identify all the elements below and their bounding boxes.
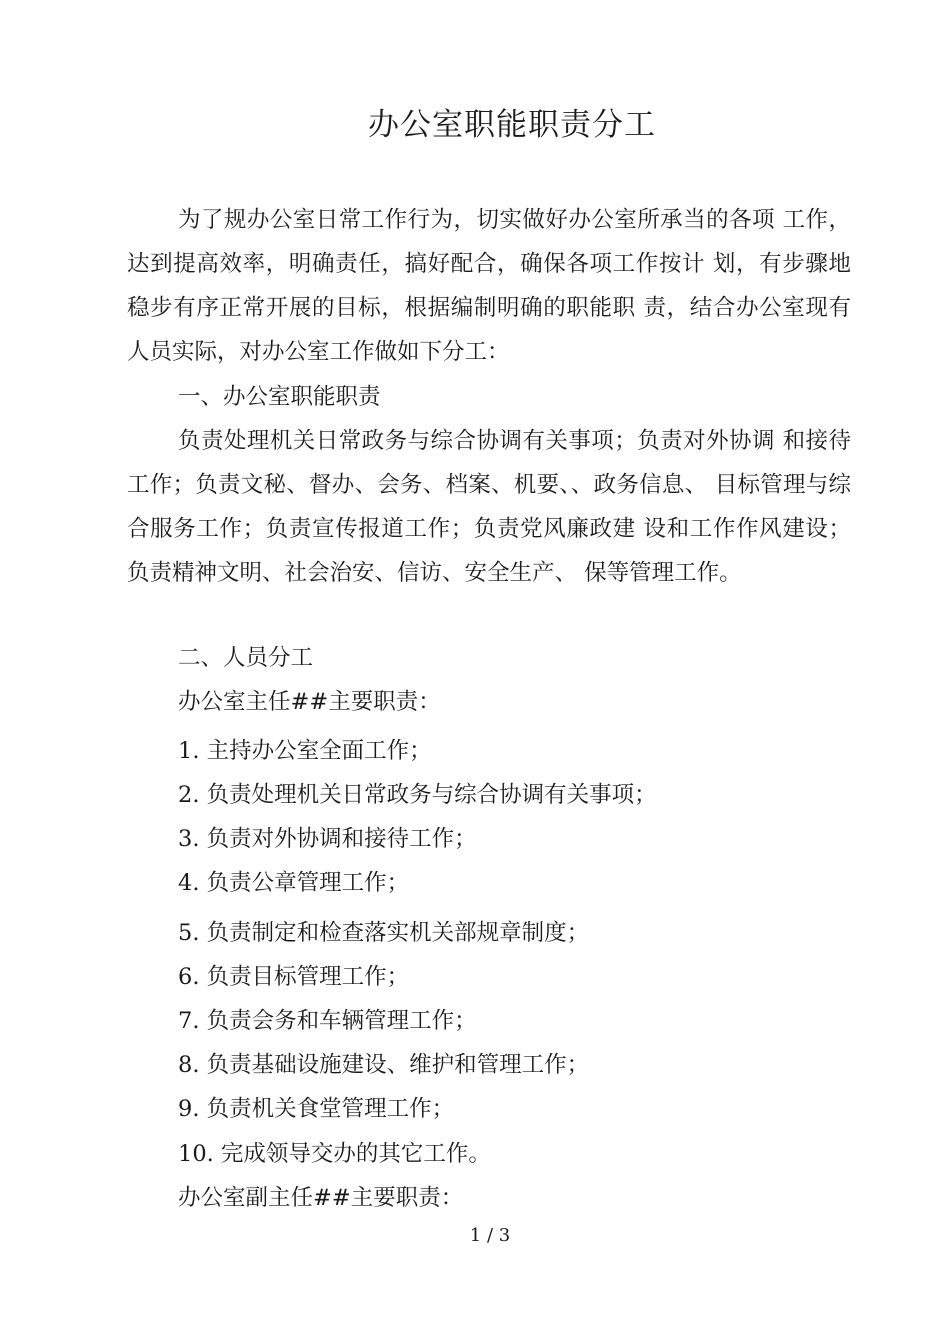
page-number: 1 / 3 (469, 1225, 511, 1246)
duty-item: 2. 负责处理机关日常政务与综合协调有关事项； (178, 782, 657, 808)
duty-item: 9. 负责机关食堂管理工作； (178, 1096, 455, 1122)
duty-item: 7. 负责会务和车辆管理工作； (178, 1008, 477, 1034)
document-title: 办公室职能职责分工 (368, 107, 656, 143)
duty-item: 4. 负责公章管理工作； (178, 870, 410, 896)
deputy-heading: 办公室副主任##主要职责： (178, 1185, 464, 1211)
director-heading: 办公室主任##主要职责： (178, 689, 441, 715)
duty-item: 10. 完成领导交办的其它工作。 (178, 1141, 491, 1167)
section-heading-staff: 二、人员分工 (178, 645, 314, 671)
duty-item: 1. 主持办公室全面工作； (178, 738, 432, 764)
duty-item: 8. 负责基础设施建设、维护和管理工作； (178, 1052, 590, 1078)
duty-item: 5. 负责制定和检查落实机关部规章制度； (178, 920, 590, 946)
duty-item: 3. 负责对外协调和接待工作； (178, 826, 477, 852)
duty-item: 6. 负责目标管理工作； (178, 964, 410, 990)
intro-paragraph: 为了规办公室日常工作行为，切实做好办公室所承当的各项 工作，达到提高效率，明确责任，搞好配合，确保各项工作按计 划，有步骤地稳步有序正常开展的目标，根据编制明确的职能职 责，结合办公室现有人员实际，对办公室工作做如下分工： (127, 207, 851, 365)
section-heading-functions: 一、办公室职能职责 (178, 384, 381, 410)
functions-paragraph: 负责处理机关日常政务与综合协调有关事项；负责对外协调 和接待工作；负责文秘、督办、会务、档案、机要、、政务信息、 目标管理与综合服务工作；负责宣传报道工作；负责党风廉政建 设和工作作风建设；负责精神文明、社会治安、信访、安全生产、 保等管理工作。 (127, 428, 851, 586)
